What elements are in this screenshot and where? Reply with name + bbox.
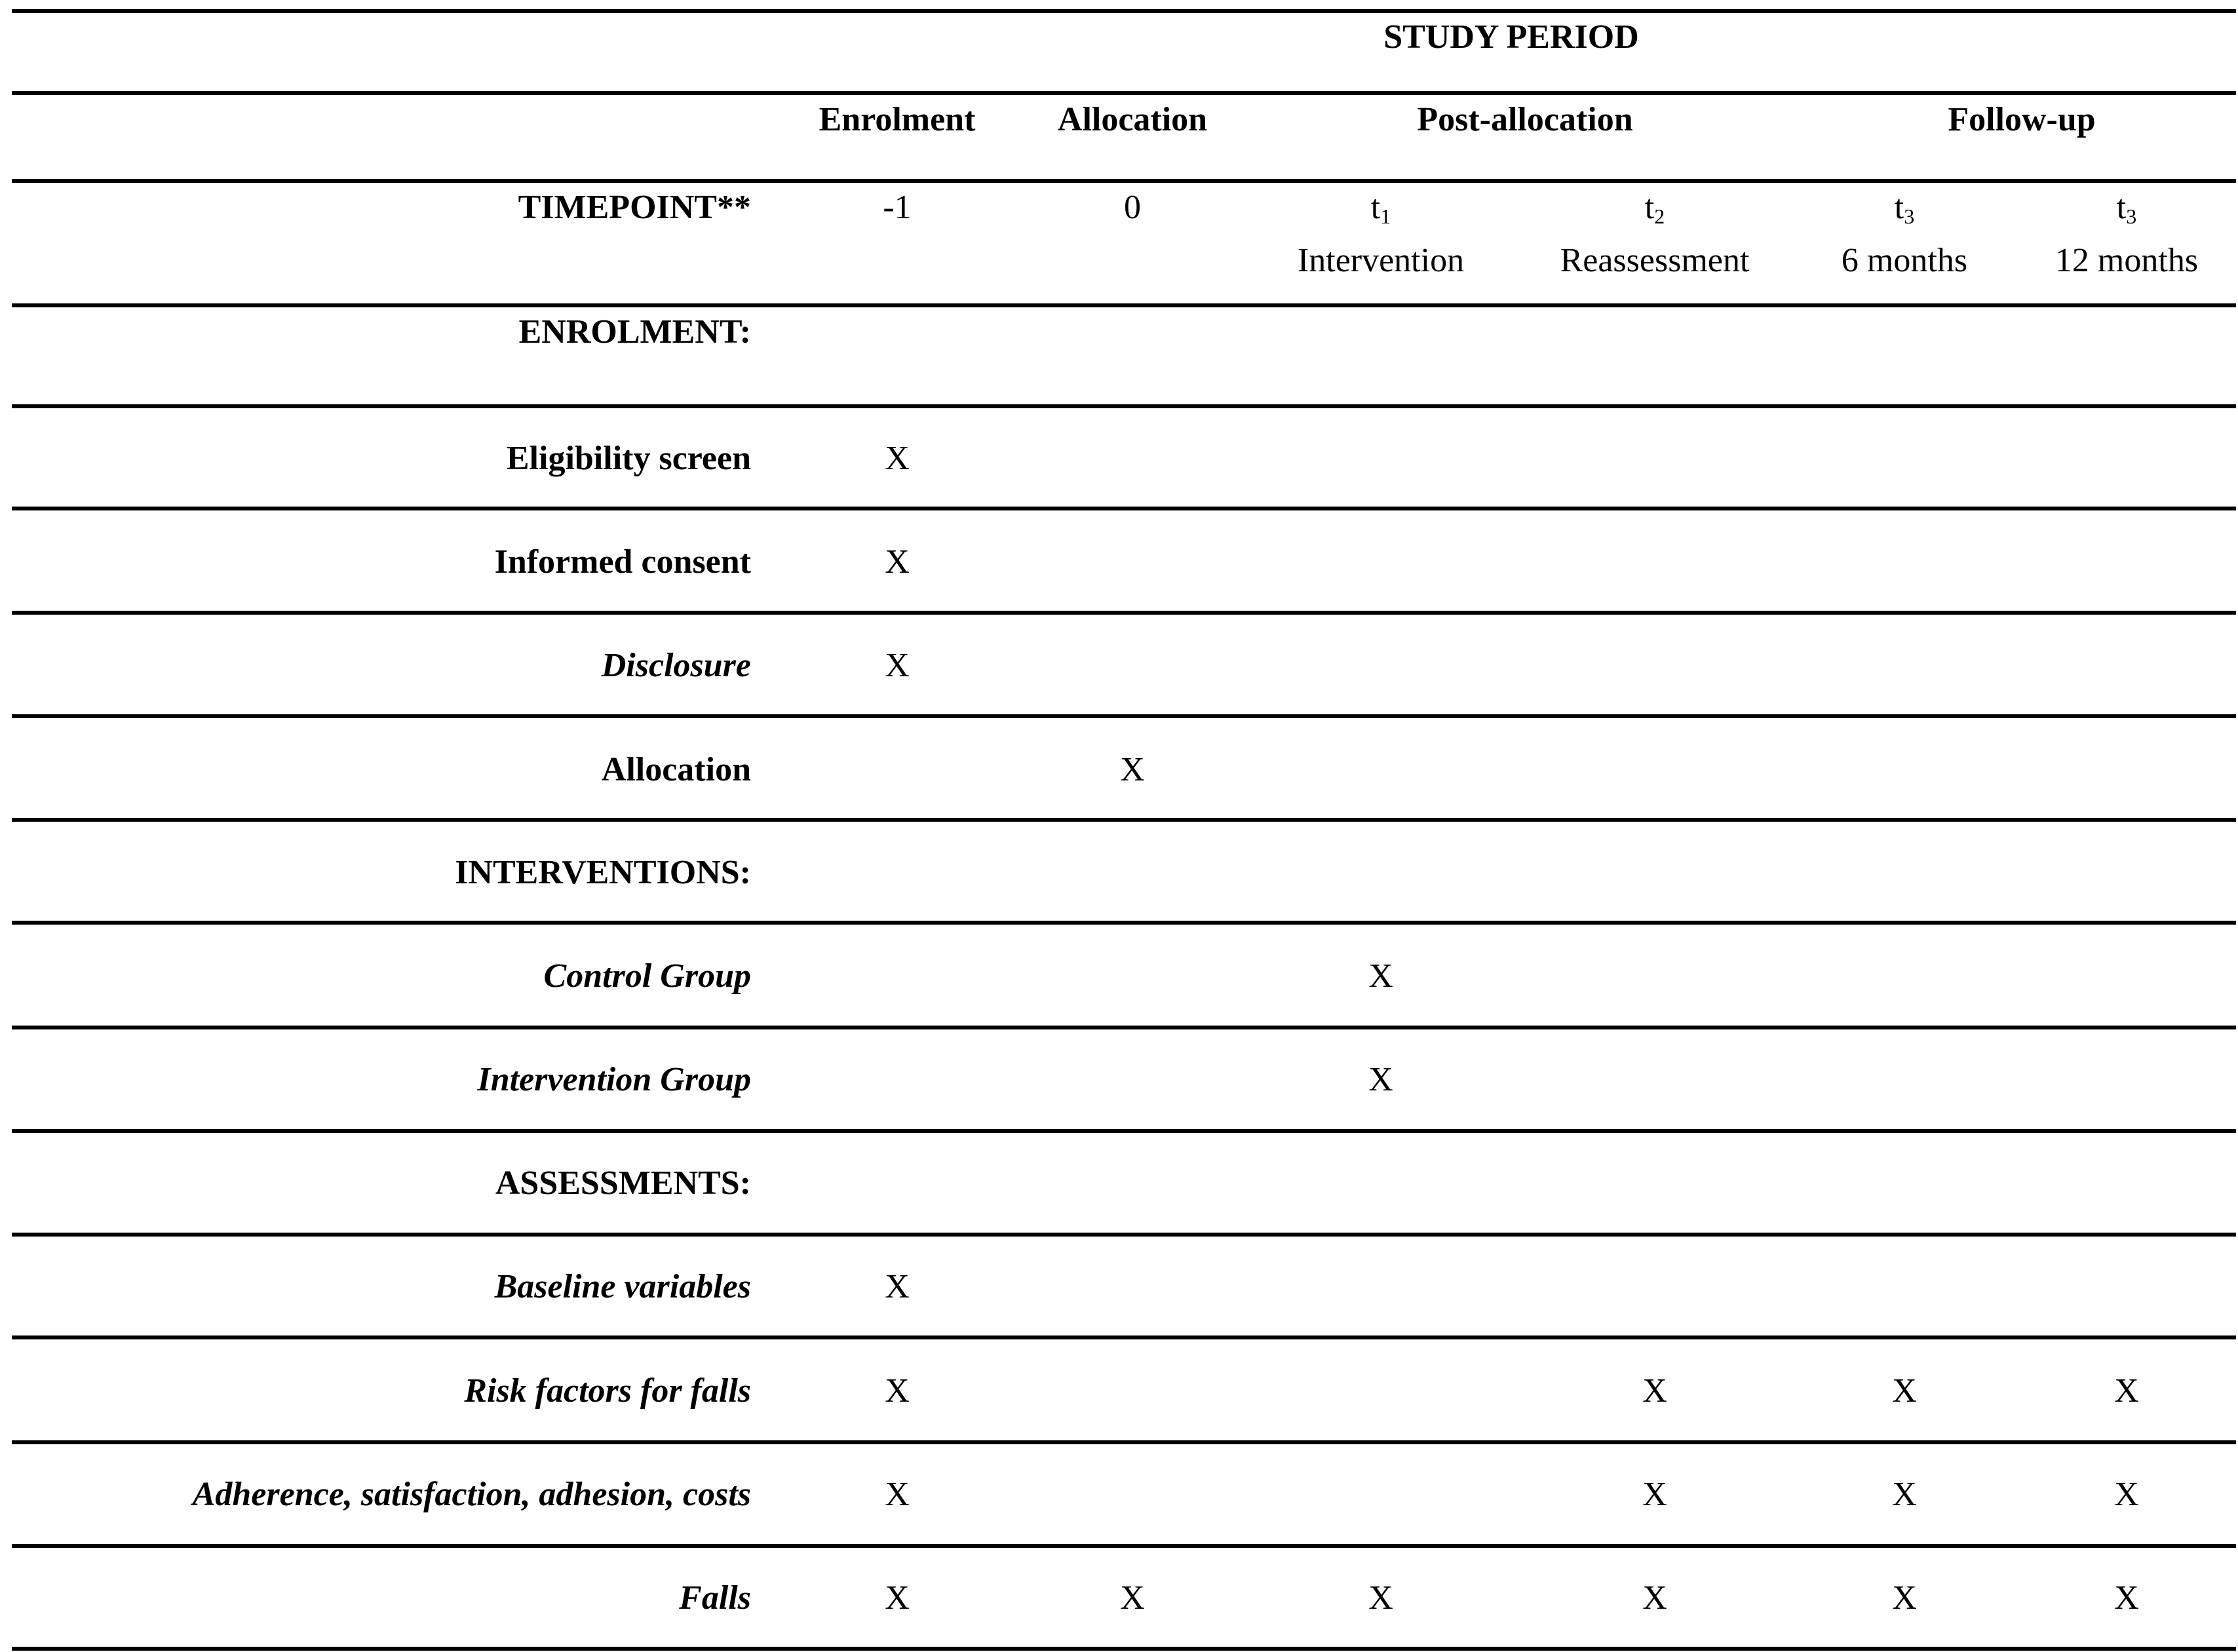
rule-top bbox=[12, 9, 2236, 13]
timepoint-value: t bbox=[1894, 189, 1904, 226]
schedule-mark: X bbox=[1120, 751, 1145, 788]
schedule-mark: X bbox=[1368, 1579, 1393, 1617]
timepoint-desc: Reassessment bbox=[1560, 242, 1750, 279]
row-label: INTERVENTIONS: bbox=[455, 854, 751, 891]
schedule-mark: X bbox=[885, 440, 910, 477]
schedule-mark: X bbox=[885, 1268, 910, 1305]
rule-row bbox=[12, 818, 2236, 822]
schedule-mark: X bbox=[1892, 1372, 1917, 1410]
timepoint-label: TIMEPOINT** bbox=[518, 189, 751, 226]
row-label: Allocation bbox=[601, 751, 751, 788]
period-enrolment: Enrolment bbox=[819, 101, 976, 138]
row-label: Adherence, satisfaction, adhesion, costs bbox=[192, 1476, 751, 1513]
row-label: ENROLMENT: bbox=[518, 313, 751, 351]
study-period-heading: STUDY PERIOD bbox=[1383, 18, 1639, 56]
schedule-mark: X bbox=[885, 1372, 910, 1410]
schedule-mark: X bbox=[2114, 1476, 2139, 1513]
rule-bottom bbox=[12, 1647, 2236, 1651]
schedule-mark: X bbox=[1892, 1476, 1917, 1513]
timepoint-desc: Intervention bbox=[1297, 242, 1465, 279]
row-label: Risk factors for falls bbox=[464, 1372, 751, 1410]
timepoint-col-6 bbox=[2055, 188, 2198, 280]
row-label: Baseline variables bbox=[494, 1268, 751, 1305]
rule-row bbox=[12, 404, 2236, 408]
timepoint-value: t bbox=[2116, 189, 2127, 226]
timepoint-subscript: 2 bbox=[1654, 204, 1665, 228]
schedule-mark: X bbox=[1120, 1579, 1145, 1617]
row-label: Eligibility screen bbox=[506, 440, 751, 477]
timepoint-desc: 12 months bbox=[2055, 242, 2199, 279]
rule-row bbox=[12, 1544, 2236, 1548]
timepoint-col-3 bbox=[1298, 188, 1464, 280]
rule-row bbox=[12, 1129, 2236, 1133]
rule-row bbox=[12, 611, 2236, 615]
rule-row bbox=[12, 1335, 2236, 1339]
row-label: Intervention Group bbox=[477, 1061, 751, 1098]
rule-below-study-period bbox=[12, 91, 2236, 95]
schedule-mark: X bbox=[1642, 1372, 1667, 1410]
row-label: Disclosure bbox=[601, 647, 751, 684]
timepoint-col-1 bbox=[883, 188, 911, 227]
timepoint-desc: 6 months bbox=[1841, 242, 1968, 279]
timepoint-subscript: 1 bbox=[1380, 204, 1391, 228]
timepoint-value: 0 bbox=[1124, 189, 1141, 226]
row-label: Control Group bbox=[543, 957, 751, 995]
schedule-mark: X bbox=[1368, 1061, 1393, 1098]
row-label: Falls bbox=[679, 1579, 751, 1617]
schedule-mark: X bbox=[1368, 957, 1393, 995]
period-follow-up: Follow-up bbox=[1948, 101, 2096, 138]
rule-below-timepoints bbox=[12, 303, 2236, 307]
row-label: ASSESSMENTS: bbox=[495, 1164, 751, 1202]
timepoint-subscript: 3 bbox=[1904, 204, 1915, 228]
rule-below-periods bbox=[12, 179, 2236, 183]
schedule-mark: X bbox=[2114, 1372, 2139, 1410]
schedule-mark: X bbox=[2114, 1579, 2139, 1617]
schedule-mark: X bbox=[1642, 1579, 1667, 1617]
schedule-mark: X bbox=[885, 1476, 910, 1513]
rule-row bbox=[12, 714, 2236, 718]
schedule-mark: X bbox=[885, 1579, 910, 1617]
timepoint-col-4 bbox=[1560, 188, 1750, 280]
timepoint-value: t bbox=[1644, 189, 1655, 226]
rule-row bbox=[12, 1026, 2236, 1029]
schedule-mark: X bbox=[885, 543, 910, 581]
timepoint-subscript: 3 bbox=[2126, 204, 2137, 228]
row-label: Informed consent bbox=[494, 543, 751, 581]
period-allocation: Allocation bbox=[1057, 101, 1208, 138]
timepoint-value: -1 bbox=[883, 189, 912, 226]
schedule-mark: X bbox=[1892, 1579, 1917, 1617]
rule-row bbox=[12, 1440, 2236, 1444]
schedule-mark: X bbox=[885, 647, 910, 684]
rule-row bbox=[12, 1233, 2236, 1237]
rule-row bbox=[12, 507, 2236, 510]
schedule-mark: X bbox=[1642, 1476, 1667, 1513]
period-post-allocation: Post-allocation bbox=[1417, 101, 1633, 138]
timepoint-col-5 bbox=[1842, 188, 1967, 280]
timepoint-col-2 bbox=[1124, 188, 1141, 227]
rule-row bbox=[12, 921, 2236, 925]
timepoint-value: t bbox=[1370, 189, 1381, 226]
